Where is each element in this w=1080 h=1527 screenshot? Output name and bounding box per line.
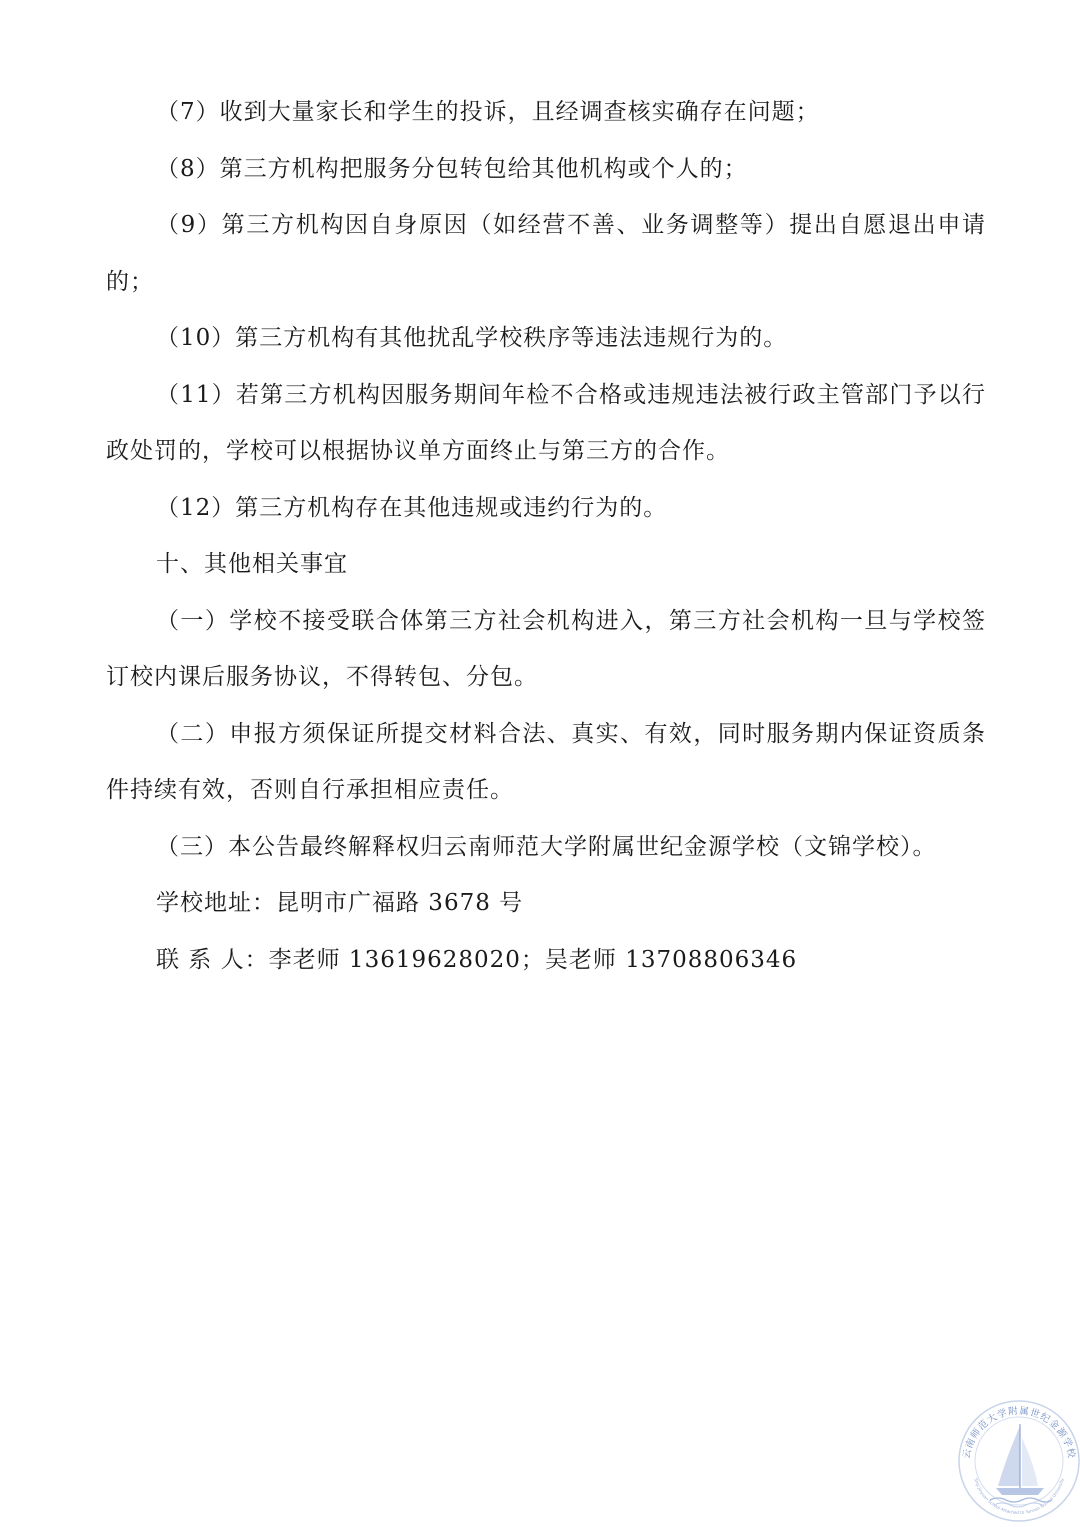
document-body: [106, 84, 986, 988]
svg-text:云南师范大学附属世纪金源学校: 云南师范大学附属世纪金源学校: [961, 1405, 1077, 1460]
clause-12: （12）第三方机构存在其他违规或违约行为的。: [156, 494, 668, 521]
clause-8: （8）第三方机构把服务分包转包给其他机构或个人的；: [156, 155, 748, 182]
clause-11: （11）若第三方机构因服务期间年检不合格或违规违法被行政主管部门予以行政处罚的，学校可以根据协议单方面终止与第三方的合作。: [106, 381, 986, 464]
svg-text:Shiji Jinyuan School Attached: Shiji Jinyuan School Attached to Yunnan Normal University: [973, 1477, 1065, 1516]
school-seal-logo: [956, 1398, 1080, 1524]
item-3: （三）本公告最终解释权归云南师范大学附属世纪金源学校（文锦学校）。: [156, 833, 937, 860]
clause-9: （9）第三方机构因自身原因（如经营不善、业务调整等）提出自愿退出申请的；: [106, 212, 986, 295]
item-1: （一）学校不接受联合体第三方社会机构进入，第三方社会机构一旦与学校签订校内课后服务协议，不得转包、分包。: [106, 607, 986, 690]
clause-7: （7）收到大量家长和学生的投诉，且经调查核实确存在问题；: [156, 99, 820, 125]
section-heading-other-matters: 十、其他相关事宜: [156, 551, 348, 577]
school-address: 学校地址：昆明市广福路 3678 号: [156, 890, 524, 916]
contact-persons: 联 系 人：李老师 13619628020；吴老师 13708806346: [156, 946, 798, 973]
clause-10: （10）第三方机构有其他扰乱学校秩序等违法违规行为的。: [156, 325, 788, 351]
item-2: （二）申报方须保证所提交材料合法、真实、有效，同时服务期内保证资质条件持续有效，否则自行承担相应责任。: [106, 720, 986, 803]
